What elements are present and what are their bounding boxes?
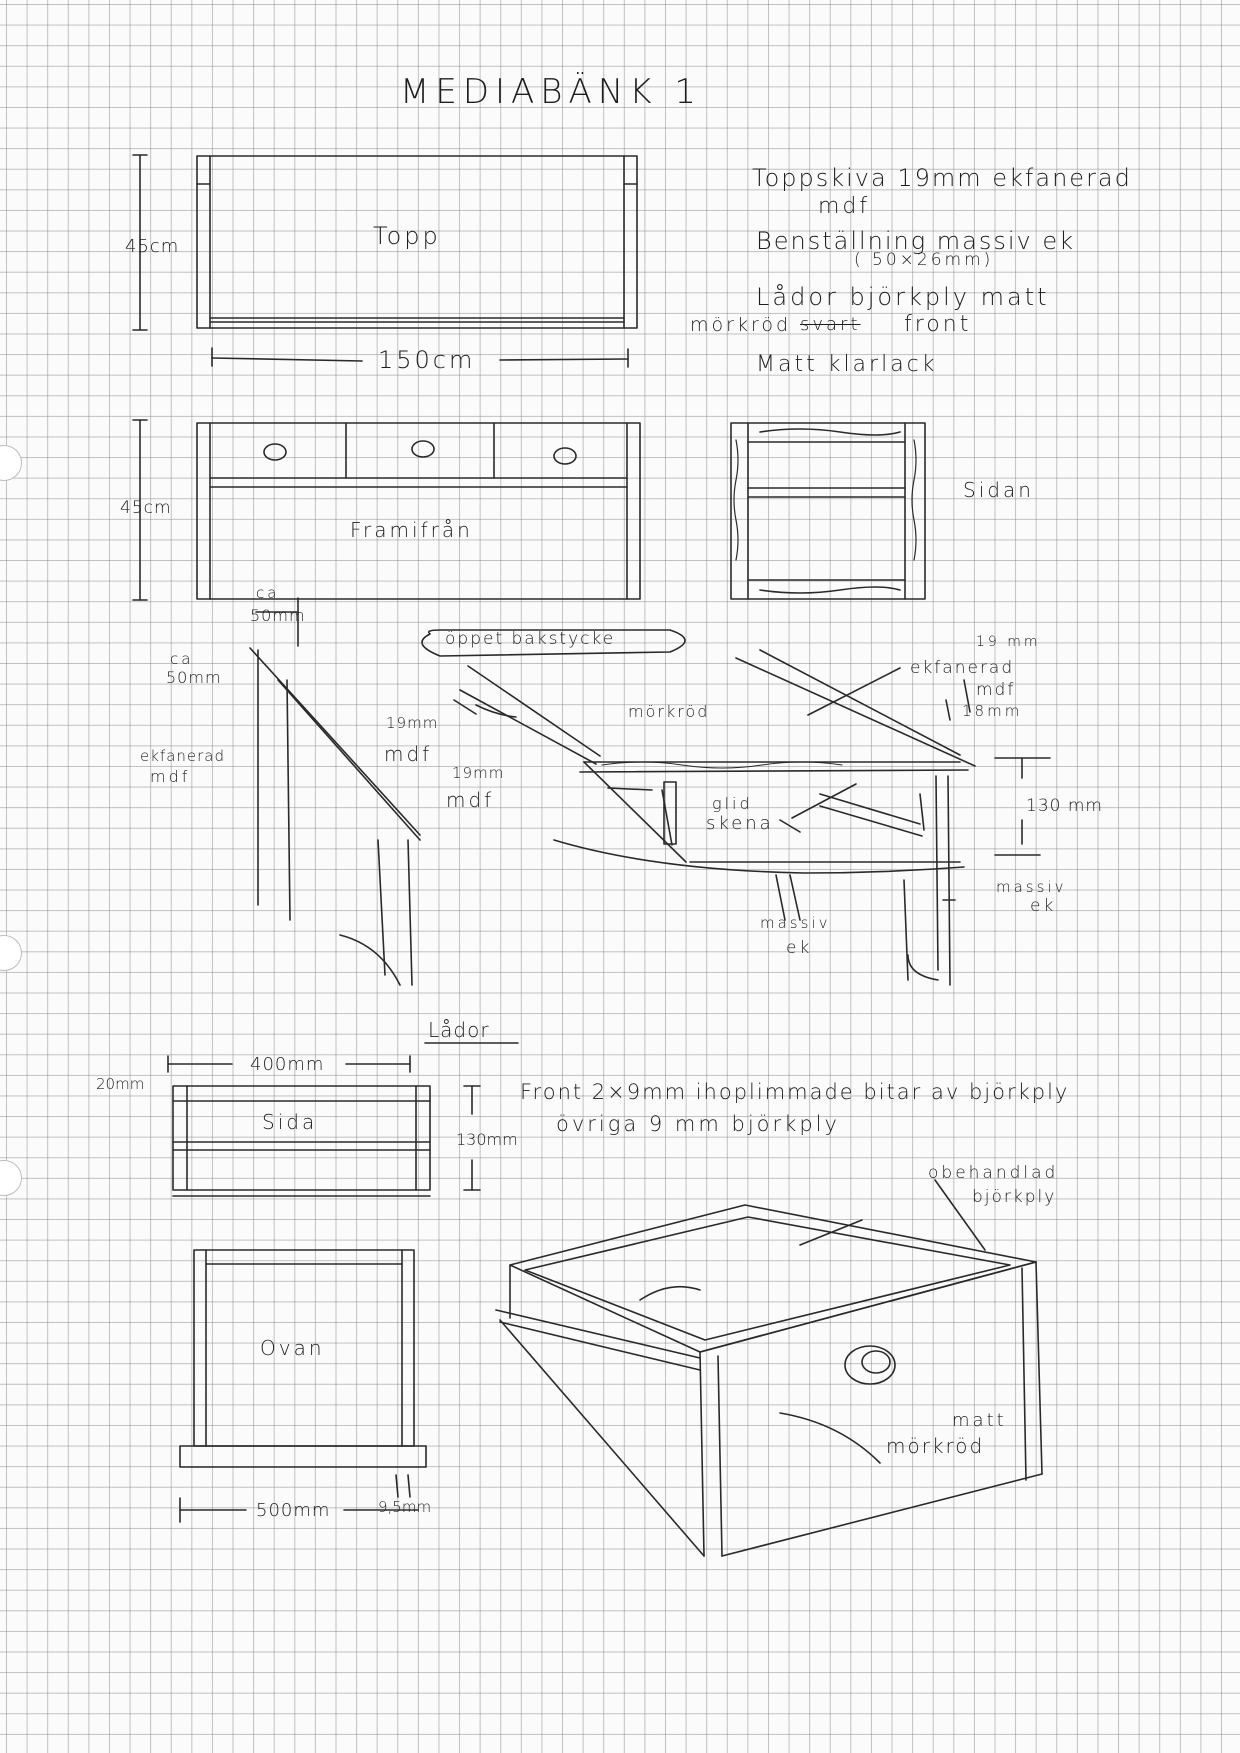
detail-panel-b: mdf	[150, 767, 191, 786]
spec-line-3b-prefix: mörkröd	[690, 314, 792, 336]
drawer-depth: 400mm	[250, 1054, 325, 1075]
top-view-outline	[133, 155, 637, 367]
spec-line-4: Matt klarlack	[756, 352, 938, 377]
front-view-height: 45cm	[120, 498, 172, 518]
drawer-untreated-a: obehandlad	[928, 1163, 1059, 1183]
detail-bubble-label: öppet bakstycke	[445, 629, 616, 649]
detail-shelf-a: 19mm	[452, 764, 505, 782]
drawer-finish-a: matt	[952, 1410, 1007, 1431]
detail-leg-depth-b: 50mm	[166, 668, 222, 687]
detail-leg-right-b: ek	[1030, 896, 1057, 916]
drawer-height: 130mm	[456, 1130, 518, 1149]
detail-gap: 18mm	[962, 702, 1023, 720]
front-view-label: Framifrån	[350, 518, 473, 542]
drawer-untreated-b: björkply	[972, 1187, 1057, 1207]
drawer-front-thickness: 20mm	[96, 1075, 145, 1093]
detail-leg-bottom-a: massiv	[760, 914, 831, 932]
drawer-note-1: Front 2×9mm ihoplimmade bitar av björkply	[520, 1080, 1070, 1104]
drawer-note-2: övriga 9 mm björkply	[556, 1112, 840, 1136]
detail-color: mörkröd	[628, 702, 710, 721]
detail-top-right-b: ekfanerad	[910, 658, 1015, 678]
detail-rail-b: skena	[706, 813, 774, 834]
spec-line-2a: Benställning massiv ek	[756, 227, 1076, 255]
drawer-ply-thickness: 9,5mm	[378, 1498, 432, 1516]
spec-line-1b: mdf	[818, 194, 871, 219]
detail-panel-a: ekfanerad	[140, 747, 226, 765]
side-view-outline	[731, 423, 925, 599]
spec-line-1a: Toppskiva 19mm ekfanerad	[752, 164, 1132, 192]
page-title: MEDIABÄNK 1	[400, 72, 702, 112]
spec-line-3b-suffix: front	[904, 312, 972, 337]
drawer-width: 500mm	[256, 1500, 331, 1521]
drawer-side-label: Sida	[262, 1110, 318, 1134]
top-view-height: 45cm	[125, 236, 180, 257]
detail-top-right-c: mdf	[976, 680, 1016, 700]
top-view-width: 150cm	[378, 346, 476, 374]
detail-rail-a: glid	[712, 794, 753, 813]
drawers-heading: Lådor	[428, 1018, 490, 1042]
detail-shelf-b: mdf	[446, 788, 495, 812]
side-view-label: Sidan	[963, 478, 1034, 502]
top-view-label: Topp	[373, 222, 441, 250]
detail-top-mdf-b: mdf	[384, 742, 433, 766]
detail-leg-width-a: ca	[256, 584, 280, 602]
spec-line-2b: ( 50×26mm)	[854, 250, 994, 270]
drawer-finish-b: mörkröd	[886, 1434, 985, 1458]
drawer-side-view-outline	[168, 1043, 518, 1196]
detail-leg-right-a: massiv	[996, 878, 1067, 896]
detail-leg-bottom-b: ek	[786, 938, 813, 958]
drawer-top-view-outline	[180, 1250, 426, 1522]
detail-height: 130 mm	[1026, 796, 1103, 816]
detail-leg-depth-a: ca	[170, 650, 194, 668]
drawer-top-label: Ovan	[260, 1336, 325, 1360]
detail-perspective	[250, 598, 1050, 985]
detail-top-right-a: 19 mm	[976, 634, 1041, 650]
spec-line-3a: Lådor björkply matt	[756, 283, 1050, 311]
drawer-perspective	[496, 1180, 1042, 1556]
front-view-outline	[133, 420, 640, 600]
detail-top-mdf-a: 19mm	[386, 714, 439, 732]
spec-line-3b-struck: svart	[800, 314, 861, 335]
detail-leg-width-b: 50mm	[250, 606, 306, 625]
